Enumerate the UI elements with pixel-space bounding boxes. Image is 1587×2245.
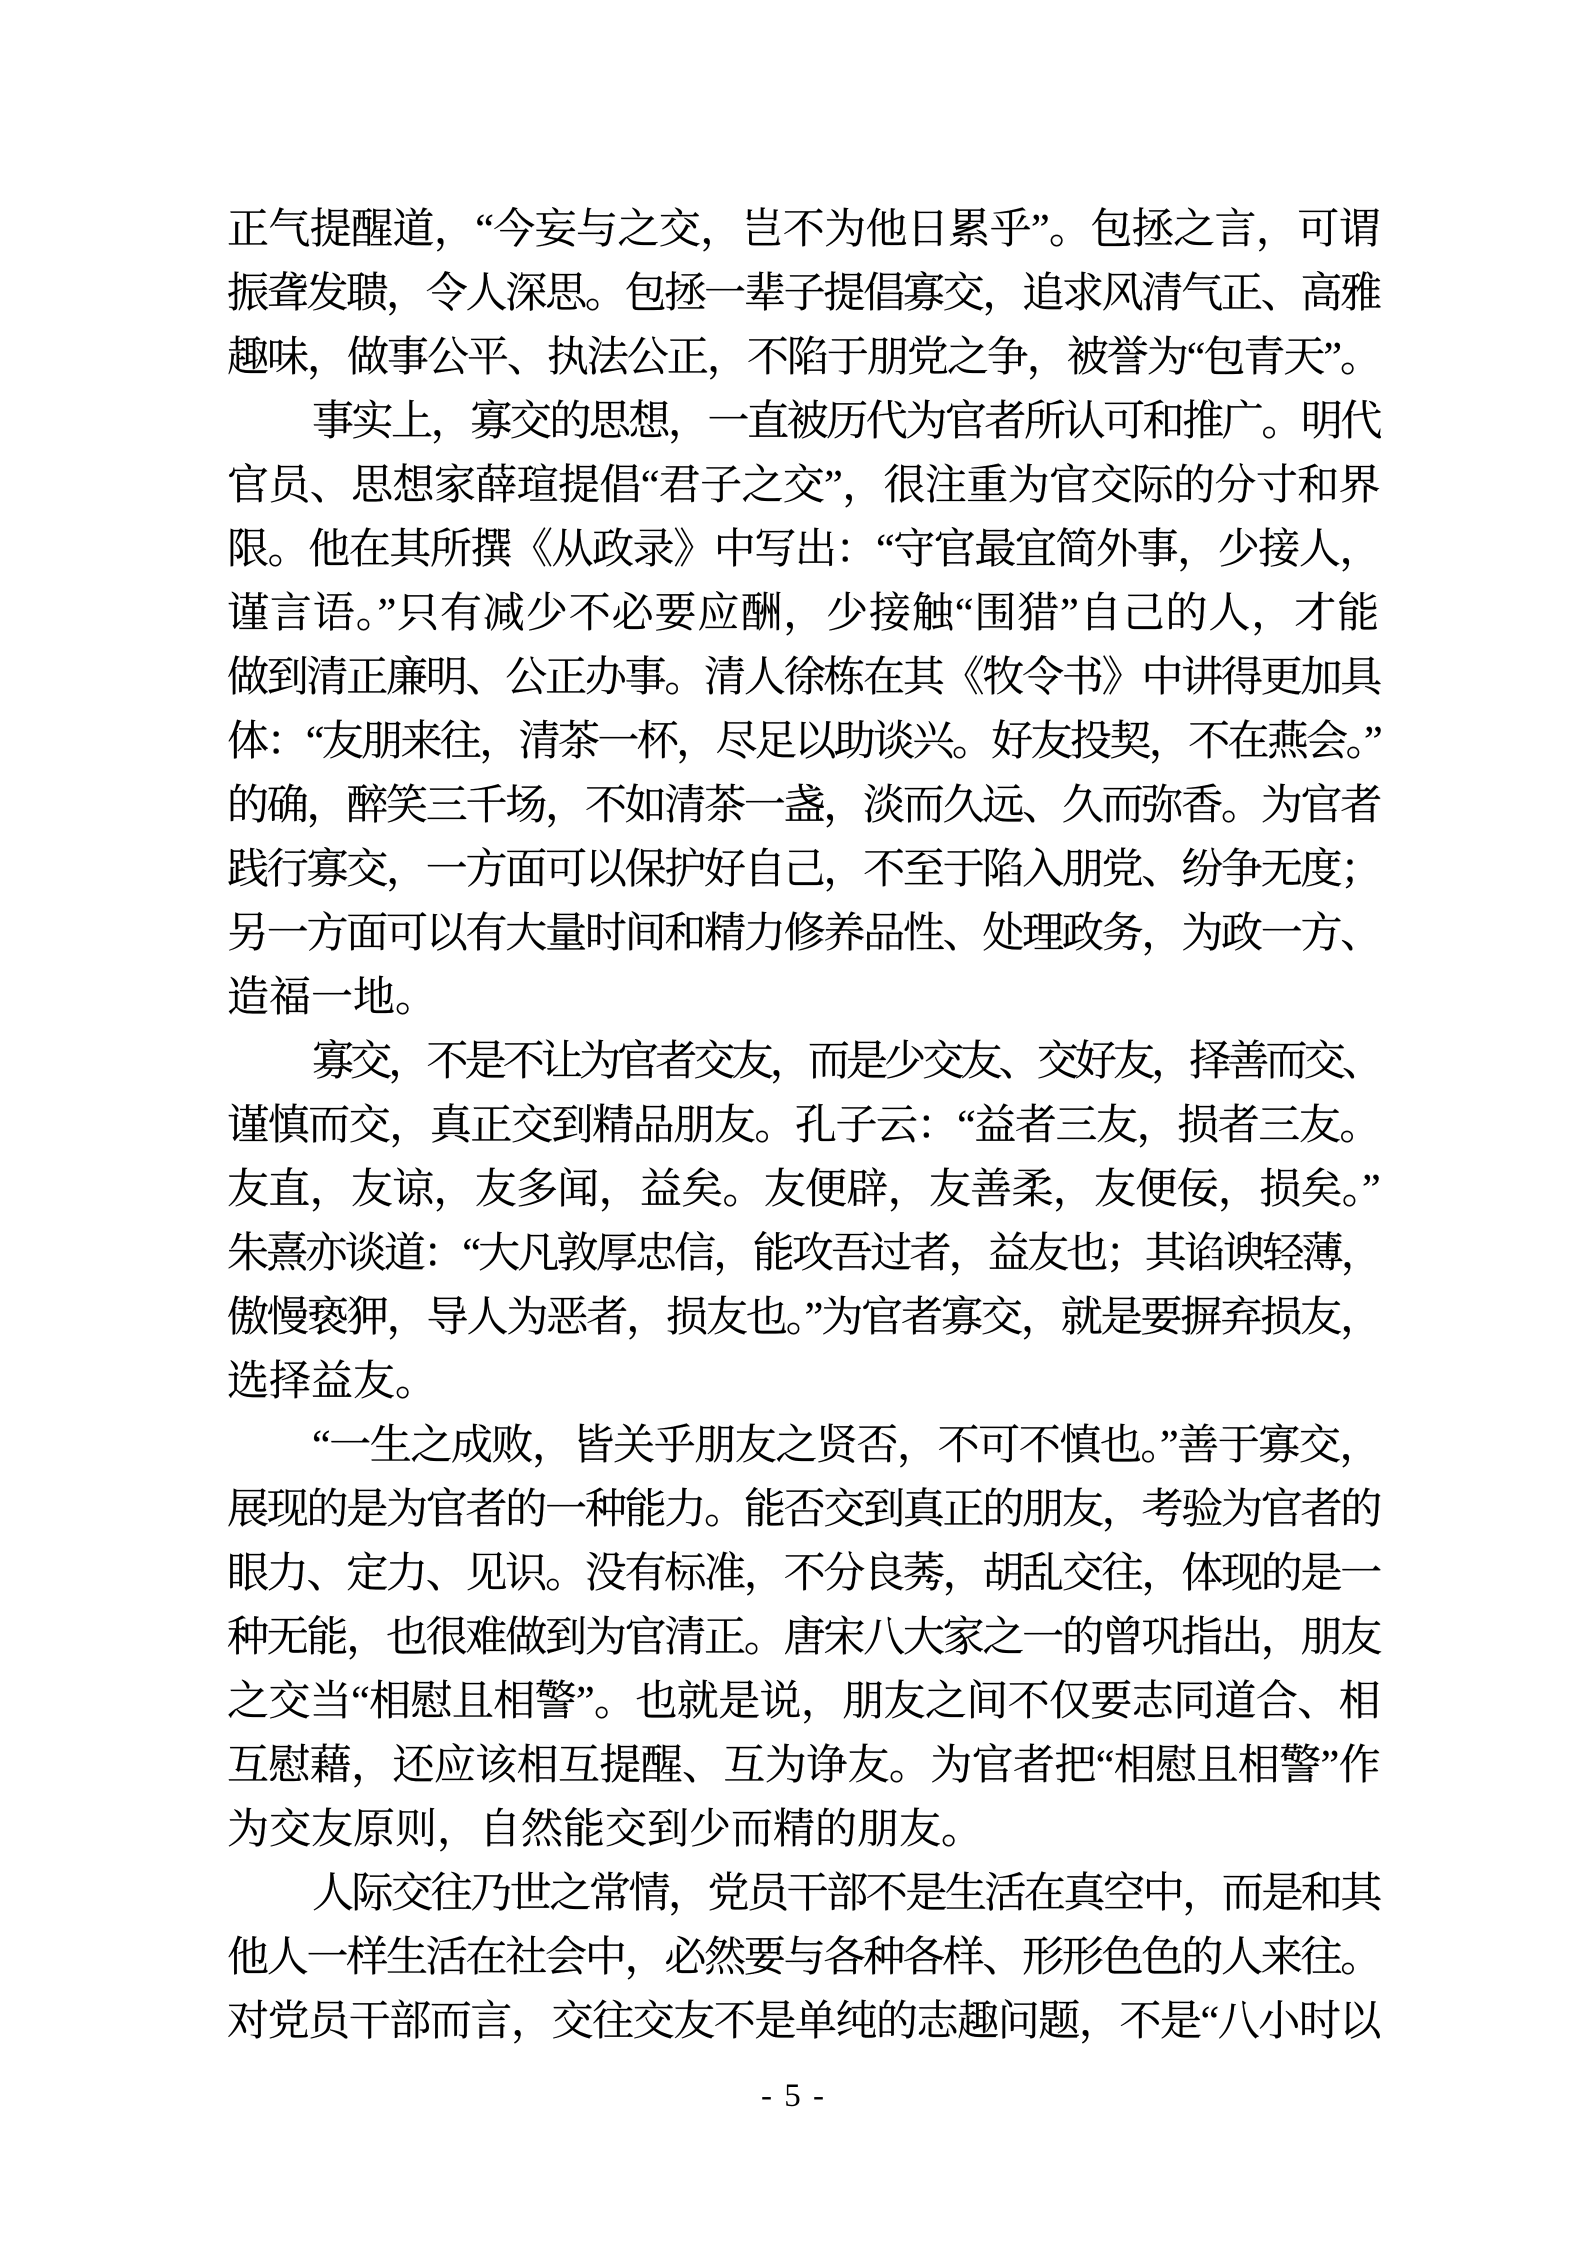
document-body [227,198,1380,2054]
text-line-content: 事实上，寡交的思想，一直被历代为官者所认可和推广。明代 [312,399,1380,445]
text-line [227,1862,1380,1926]
text-line [227,1798,1380,1862]
text-line [227,1606,1380,1670]
text-line [227,646,1380,710]
text-line [227,1926,1380,1990]
text-line [227,710,1380,774]
text-line [227,1990,1380,2054]
text-line-content: 选择益友。 [227,1359,438,1405]
text-line [227,838,1380,902]
text-line-content: 展现的是为官者的一种能力。能否交到真正的朋友，考验为官者的 [227,1487,1380,1533]
text-line-content: 为交友原则，自然能交到少而精的朋友。 [227,1807,984,1853]
text-line-content: 寡交，不是不让为官者交友，而是少交友、交好友，择善而交、 [312,1039,1380,1085]
text-line [227,262,1380,326]
text-line-content: 官员、思想家薛瑄提倡“君子之交”，很注重为官交际的分寸和界 [227,463,1380,509]
text-line [227,1286,1380,1350]
text-line [227,1542,1380,1606]
text-line [227,326,1380,390]
text-line [227,518,1380,582]
text-line-content: 眼力、定力、见识。没有标准，不分良莠，胡乱交往，体现的是一 [227,1551,1380,1597]
text-line [227,454,1380,518]
text-line-content: 对党员干部而言，交往交友不是单纯的志趣问题，不是“八小时以 [227,1999,1380,2045]
text-line [227,1414,1380,1478]
text-line-content: 趣味，做事公平、执法公正，不陷于朋党之争，被誉为“包青天”。 [227,335,1380,381]
text-line-content: 做到清正廉明、公正办事。清人徐栋在其《牧令书》中讲得更加具 [227,655,1380,701]
text-line-content: 傲慢亵狎，导人为恶者，损友也。”为官者寡交，就是要摒弃损友， [227,1295,1380,1341]
text-line-content: 另一方面可以有大量时间和精力修养品性、处理政务，为政一方、 [227,911,1380,957]
text-line [227,1478,1380,1542]
text-line [227,774,1380,838]
text-line [227,1158,1380,1222]
text-line-content: 人际交往乃世之常情，党员干部不是生活在真空中，而是和其 [312,1871,1380,1917]
text-line-content: 践行寡交，一方面可以保护好自己，不至于陷入朋党、纷争无度； [227,847,1380,893]
text-line [227,966,1380,1030]
text-line [227,582,1380,646]
text-line-content: 互慰藉，还应该相互提醒、互为诤友。为官者把“相慰且相警”作 [227,1743,1380,1789]
text-line-content: 造福一地。 [227,975,438,1021]
text-line-content: 友直，友谅，友多闻，益矣。友便辟，友善柔，友便佞，损矣。” [227,1167,1380,1213]
page-number: - 5 - [761,2078,826,2114]
text-line-content: 谨言语。”只有减少不必要应酬，少接触“围猎”自己的人，才能 [227,591,1380,637]
text-line [227,1734,1380,1798]
text-line [227,902,1380,966]
text-line-content: 种无能，也很难做到为官清正。唐宋八大家之一的曾巩指出，朋友 [227,1615,1380,1661]
text-line-content: “一生之成败，皆关乎朋友之贤否，不可不慎也。”善于寡交， [312,1423,1380,1469]
text-line-content: 正气提醒道，“今妄与之交，岂不为他日累乎”。包拯之言，可谓 [227,207,1380,253]
text-line-content: 的确，醉笑三千场，不如清茶一盏，淡而久远、久而弥香。为官者 [227,783,1380,829]
text-line [227,1222,1380,1286]
text-line-content: 限。他在其所撰《从政录》中写出：“守官最宜简外事，少接人， [227,527,1380,573]
text-line [227,1030,1380,1094]
text-line-content: 体：“友朋来往，清茶一杯，尽足以助谈兴。好友投契，不在燕会。” [227,719,1380,765]
text-line [227,198,1380,262]
text-line [227,390,1380,454]
text-line [227,1350,1380,1414]
text-line-content: 他人一样生活在社会中，必然要与各种各样、形形色色的人来往。 [227,1935,1380,1981]
text-line-content: 谨慎而交，真正交到精品朋友。孔子云：“益者三友，损者三友。 [227,1103,1380,1149]
text-line-content: 朱熹亦谈道：“大凡敦厚忠信，能攻吾过者，益友也；其谄谀轻薄， [227,1231,1380,1277]
text-line [227,1094,1380,1158]
text-line-content: 之交当“相慰且相警”。也就是说，朋友之间不仅要志同道合、相 [227,1679,1380,1725]
text-line-content: 振聋发聩，令人深思。包拯一辈子提倡寡交，追求风清气正、高雅 [227,271,1380,317]
text-line [227,1670,1380,1734]
